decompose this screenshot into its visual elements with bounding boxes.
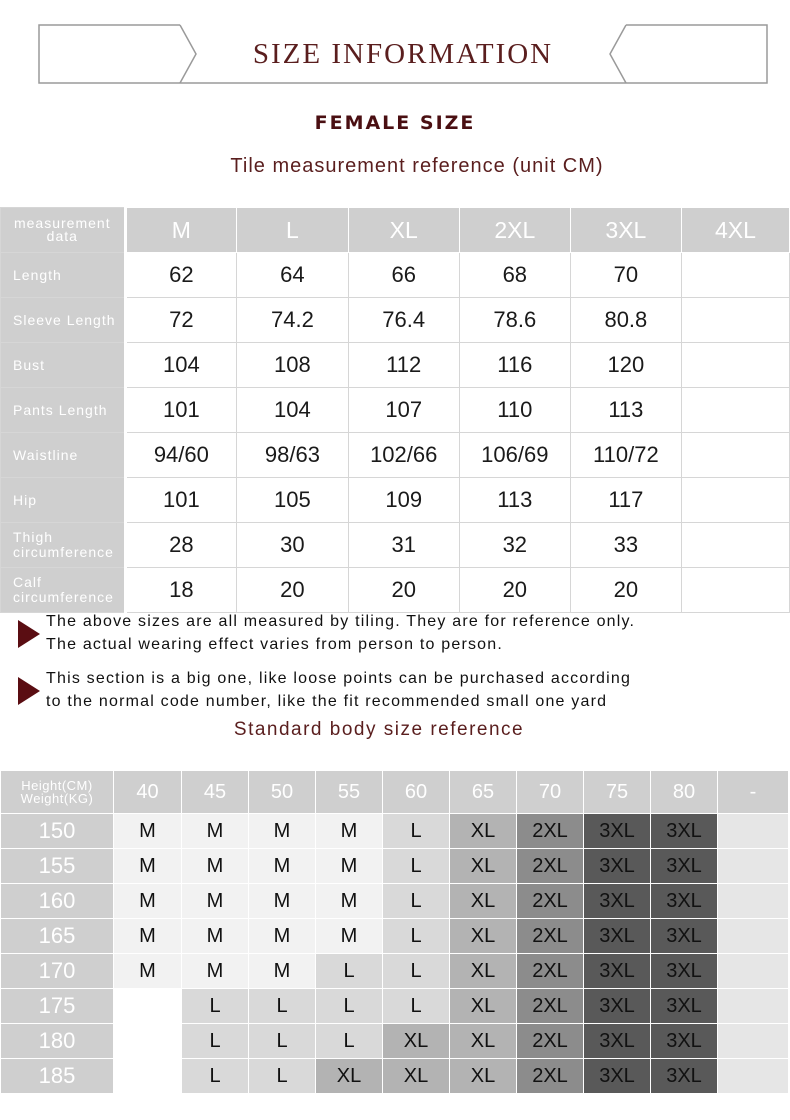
size-cell: L [383, 989, 450, 1024]
weight-header: - [718, 771, 789, 814]
size-cell: L [383, 814, 450, 849]
row-label: Sleeve Length [1, 298, 126, 343]
measurement-row [1, 478, 790, 523]
measurement-cell: 80.8 [570, 298, 681, 343]
size-header-row [1, 208, 790, 253]
size-cell [114, 1024, 182, 1059]
size-cell: 3XL [584, 814, 651, 849]
note-sizing-advice [18, 667, 788, 715]
measurement-cell: 104 [125, 343, 237, 388]
size-info-banner [38, 24, 768, 84]
height-weight-corner [1, 771, 114, 814]
banner-title: SIZE INFORMATION [252, 38, 554, 70]
size-cell [718, 919, 789, 954]
size-cell: 2XL [517, 1024, 584, 1059]
measurement-cell: 116 [459, 343, 570, 388]
weight-header: 80 [651, 771, 718, 814]
height-row [1, 849, 789, 884]
size-cell: L [182, 989, 249, 1024]
size-cell: M [114, 849, 182, 884]
measurement-cell [681, 568, 789, 613]
size-cell: XL [450, 954, 517, 989]
measurement-row [1, 433, 790, 478]
size-cell: L [383, 884, 450, 919]
size-cell: L [316, 1024, 383, 1059]
size-cell: 2XL [517, 884, 584, 919]
size-cell: M [249, 849, 316, 884]
measurement-cell: 109 [348, 478, 459, 523]
size-cell: M [316, 814, 383, 849]
measurement-cell: 110 [459, 388, 570, 433]
measurement-cell: 74.2 [237, 298, 349, 343]
size-cell [718, 814, 789, 849]
measurement-cell: 113 [459, 478, 570, 523]
weight-header: 45 [182, 771, 249, 814]
size-cell: M [182, 954, 249, 989]
weight-header-row [1, 771, 789, 814]
measurement-cell [681, 478, 789, 523]
size-cell: 2XL [517, 849, 584, 884]
size-header-2xl: 2XL [459, 208, 570, 253]
female-size-title: FEMALE SIZE [314, 112, 476, 134]
size-header-3xl: 3XL [570, 208, 681, 253]
size-cell: 3XL [584, 884, 651, 919]
size-cell: 3XL [651, 884, 718, 919]
size-cell: XL [450, 1059, 517, 1094]
size-cell: L [383, 849, 450, 884]
size-header-l: L [237, 208, 349, 253]
size-cell: 2XL [517, 814, 584, 849]
standard-body-title: Standard body size reference [233, 719, 525, 740]
measurement-cell [681, 343, 789, 388]
height-label: 160 [1, 884, 114, 919]
arrow-icon [18, 677, 40, 705]
size-cell: XL [450, 849, 517, 884]
measurement-cell: 20 [348, 568, 459, 613]
size-cell: M [316, 849, 383, 884]
weight-header: 40 [114, 771, 182, 814]
height-label: 175 [1, 989, 114, 1024]
size-cell: 3XL [651, 1059, 718, 1094]
measurement-cell: 120 [570, 343, 681, 388]
weight-header: 60 [383, 771, 450, 814]
measurement-cell: 78.6 [459, 298, 570, 343]
size-cell [114, 1059, 182, 1094]
arrow-icon [18, 620, 40, 648]
size-cell: 3XL [651, 1024, 718, 1059]
size-cell: M [182, 814, 249, 849]
weight-header: 65 [450, 771, 517, 814]
corner-label: measurement data [1, 208, 126, 253]
height-label: 180 [1, 1024, 114, 1059]
size-cell [718, 989, 789, 1024]
measurement-cell: 113 [570, 388, 681, 433]
size-cell: 3XL [651, 989, 718, 1024]
measurement-cell: 18 [125, 568, 237, 613]
size-cell: L [383, 954, 450, 989]
size-cell: L [249, 1024, 316, 1059]
measurement-cell: 20 [237, 568, 349, 613]
size-cell: L [249, 1059, 316, 1094]
height-row [1, 1059, 789, 1094]
size-cell [718, 1059, 789, 1094]
row-label: Length [1, 253, 126, 298]
size-cell: M [114, 814, 182, 849]
measurement-cell: 64 [237, 253, 349, 298]
measurement-row [1, 568, 790, 613]
size-cell: M [249, 884, 316, 919]
measurement-table [0, 207, 790, 613]
tile-reference-title: Tile measurement reference (unit CM) [230, 155, 604, 177]
measurement-cell: 101 [125, 478, 237, 523]
size-cell: 3XL [651, 954, 718, 989]
note-text [46, 667, 631, 713]
corner-weight-label: Weight(KG) [20, 791, 94, 806]
measurement-row [1, 388, 790, 433]
measurement-cell: 112 [348, 343, 459, 388]
measurement-cell: 102/66 [348, 433, 459, 478]
measurement-row [1, 523, 790, 568]
row-label: Pants Length [1, 388, 126, 433]
row-label: Waistline [1, 433, 126, 478]
measurement-cell: 31 [348, 523, 459, 568]
size-cell: 3XL [584, 989, 651, 1024]
note-line: This section is a big one, like loose points can be purchased according [46, 670, 632, 687]
measurement-row [1, 343, 790, 388]
size-cell: 3XL [651, 849, 718, 884]
measurement-cell: 94/60 [125, 433, 237, 478]
size-cell: L [182, 1059, 249, 1094]
size-cell: 2XL [517, 954, 584, 989]
row-label: Calf circumference [1, 568, 126, 613]
measurement-cell [681, 523, 789, 568]
size-cell: M [182, 919, 249, 954]
size-cell: M [316, 919, 383, 954]
size-cell: M [114, 954, 182, 989]
measurement-cell: 20 [570, 568, 681, 613]
weight-header: 70 [517, 771, 584, 814]
measurement-cell: 104 [237, 388, 349, 433]
size-cell: 3XL [584, 1024, 651, 1059]
size-cell: XL [383, 1059, 450, 1094]
measurement-cell: 28 [125, 523, 237, 568]
row-label: Thigh circumference [1, 523, 126, 568]
size-cell: 3XL [651, 919, 718, 954]
size-cell [718, 849, 789, 884]
measurement-cell: 107 [348, 388, 459, 433]
measurement-cell: 30 [237, 523, 349, 568]
measurement-cell: 72 [125, 298, 237, 343]
measurement-cell: 62 [125, 253, 237, 298]
size-cell: M [249, 954, 316, 989]
size-cell: L [182, 1024, 249, 1059]
size-cell: M [249, 919, 316, 954]
height-row [1, 989, 789, 1024]
size-cell: XL [383, 1024, 450, 1059]
size-cell: XL [450, 1024, 517, 1059]
note-line: to the normal code number, like the fit recommended small one yard [46, 693, 608, 710]
weight-header: 75 [584, 771, 651, 814]
height-label: 150 [1, 814, 114, 849]
measurement-row [1, 298, 790, 343]
measurement-cell [681, 388, 789, 433]
size-header-xl: XL [348, 208, 459, 253]
measurement-cell [681, 433, 789, 478]
measurement-row [1, 253, 790, 298]
size-cell: XL [450, 814, 517, 849]
size-header-m: M [125, 208, 237, 253]
size-cell: L [316, 954, 383, 989]
size-cell: L [249, 989, 316, 1024]
size-cell: 3XL [584, 919, 651, 954]
measurement-cell: 32 [459, 523, 570, 568]
note-line: The above sizes are all measured by tiling. They are for reference only. [46, 613, 636, 630]
size-cell: M [182, 884, 249, 919]
measurement-cell [681, 253, 789, 298]
size-cell: M [249, 814, 316, 849]
size-cell: XL [450, 919, 517, 954]
size-cell: 2XL [517, 1059, 584, 1094]
measurement-cell: 70 [570, 253, 681, 298]
size-cell: M [114, 884, 182, 919]
height-label: 155 [1, 849, 114, 884]
height-row [1, 1024, 789, 1059]
height-label: 170 [1, 954, 114, 989]
body-size-table [0, 770, 789, 1094]
measurement-cell [681, 298, 789, 343]
size-cell: XL [450, 989, 517, 1024]
size-cell: L [383, 919, 450, 954]
height-row [1, 814, 789, 849]
height-row [1, 884, 789, 919]
measurement-cell: 106/69 [459, 433, 570, 478]
measurement-cell: 20 [459, 568, 570, 613]
measurement-cell: 101 [125, 388, 237, 433]
measurement-cell: 33 [570, 523, 681, 568]
measurement-cell: 108 [237, 343, 349, 388]
weight-header: 55 [316, 771, 383, 814]
height-row [1, 954, 789, 989]
measurement-cell: 76.4 [348, 298, 459, 343]
measurement-cell: 105 [237, 478, 349, 523]
size-cell: 2XL [517, 989, 584, 1024]
size-header-4xl: 4XL [681, 208, 789, 253]
size-cell: L [316, 989, 383, 1024]
measurement-cell: 110/72 [570, 433, 681, 478]
row-label: Hip [1, 478, 126, 523]
size-cell [718, 1024, 789, 1059]
height-label: 185 [1, 1059, 114, 1094]
row-label: Bust [1, 343, 126, 388]
weight-header: 50 [249, 771, 316, 814]
size-cell: 2XL [517, 919, 584, 954]
size-cell: XL [450, 884, 517, 919]
size-cell [718, 954, 789, 989]
measurement-cell: 66 [348, 253, 459, 298]
height-label: 165 [1, 919, 114, 954]
height-row [1, 919, 789, 954]
size-cell: 3XL [651, 814, 718, 849]
note-text [46, 610, 635, 656]
corner-height-label: Height(CM) [21, 778, 93, 793]
measurement-cell: 117 [570, 478, 681, 523]
note-tiling [18, 610, 788, 658]
size-cell [114, 989, 182, 1024]
size-cell: M [316, 884, 383, 919]
measurement-cell: 98/63 [237, 433, 349, 478]
note-line: The actual wearing effect varies from person to person. [46, 636, 504, 653]
size-cell: M [114, 919, 182, 954]
size-cell [718, 884, 789, 919]
size-cell: 3XL [584, 849, 651, 884]
measurement-cell: 68 [459, 253, 570, 298]
size-cell: 3XL [584, 1059, 651, 1094]
size-cell: 3XL [584, 954, 651, 989]
size-cell: XL [316, 1059, 383, 1094]
size-cell: M [182, 849, 249, 884]
